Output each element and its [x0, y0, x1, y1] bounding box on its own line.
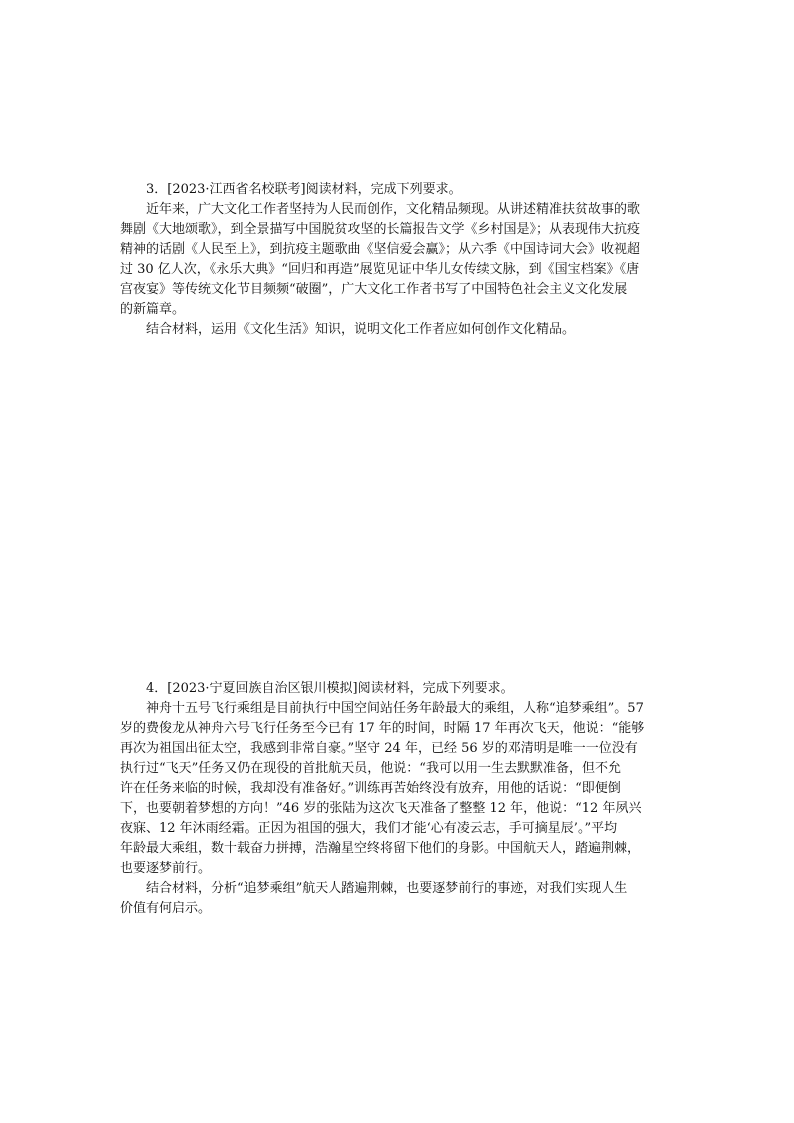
question-4-material-line: 岁的费俊龙从神舟六号飞行任务至今已有 17 年的时间，时隔 17 年再次飞天，他说：“能够 — [120, 721, 645, 736]
question-3 — [120, 180, 680, 340]
question-4-prompt: 结合材料，分析“追梦乘组”航天人踏遍荆棘，也要逐梦前行的事迹，对我们实现人生 — [146, 881, 628, 896]
question-4-material-line: 也要逐梦前行。 — [120, 861, 212, 876]
question-3-material-line: 近年来，广大文化工作者坚持为人民而创作，文化精品频现。从讲述精准扶贫故事的歌 — [146, 202, 641, 217]
question-3-material-line: 宫夜宴》等传统文化节目频频“破圈”，广大文化工作者书写了中国特色社会主义文化发展 — [120, 282, 628, 297]
question-4-prompt: 价值有何启示。 — [120, 901, 212, 916]
question-4-material-line: 再次为祖国出征太空，我感到非常自豪。”坚守 24 年，已经 56 岁的邓清明是唯一一位没有 — [120, 741, 638, 756]
question-4-material-line: 下，也要朝着梦想的方向！”46 岁的张陆为这次飞天准备了整整 12 年，他说：“12 年夙兴 — [120, 801, 642, 816]
question-3-material-line: 舞剧《大地颂歌》，到全景描写中国脱贫攻坚的长篇报告文学《乡村国是》；从表现伟大抗疫 — [120, 222, 641, 237]
question-4-heading: 4．[2023·宁夏回族自治区银川模拟]阅读材料，完成下列要求。 — [146, 681, 514, 696]
question-3-material-line: 过 30 亿人次，《永乐大典》“回归和再造”展览见证中华儿女传续文脉，到《国宝档案》《唐 — [120, 262, 640, 277]
question-4-material-line: 年龄最大乘组，数十载奋力拼搏，浩瀚星空终将留下他们的身影。中国航天人，踏遍荆棘， — [120, 841, 641, 856]
question-3-heading: 3．[2023·江西省名校联考]阅读材料，完成下列要求。 — [146, 182, 462, 197]
question-3-prompt: 结合材料，运用《文化生活》知识，说明文化工作者应如何创作文化精品。 — [146, 322, 576, 337]
question-3-material-line: 精神的话剧《人民至上》，到抗疫主题歌曲《坚信爱会赢》；从六季《中国诗词大会》收视超 — [120, 242, 641, 257]
question-4-material-line: 神舟十五号飞行乘组是目前执行中国空间站任务年龄最大的乘组，人称“追梦乘组”。57 — [146, 701, 644, 716]
question-4-material-line: 许在任务来临的时候，我却没有准备好。”训练再苦始终没有放弃，用他的话说：“即便倒 — [120, 781, 621, 796]
question-3-material-line: 的新篇章。 — [120, 302, 186, 317]
question-4-material-line: 执行过“飞天”任务又仍在现役的首批航天员，他说：“我可以用一生去默默准备，但不允 — [120, 761, 621, 776]
question-4 — [120, 679, 680, 919]
question-4-material-line: 夜寐、12 年沐雨经霜。正因为祖国的强大，我们才能‘心有凌云志，手可摘星辰’。”平均 — [120, 821, 618, 836]
